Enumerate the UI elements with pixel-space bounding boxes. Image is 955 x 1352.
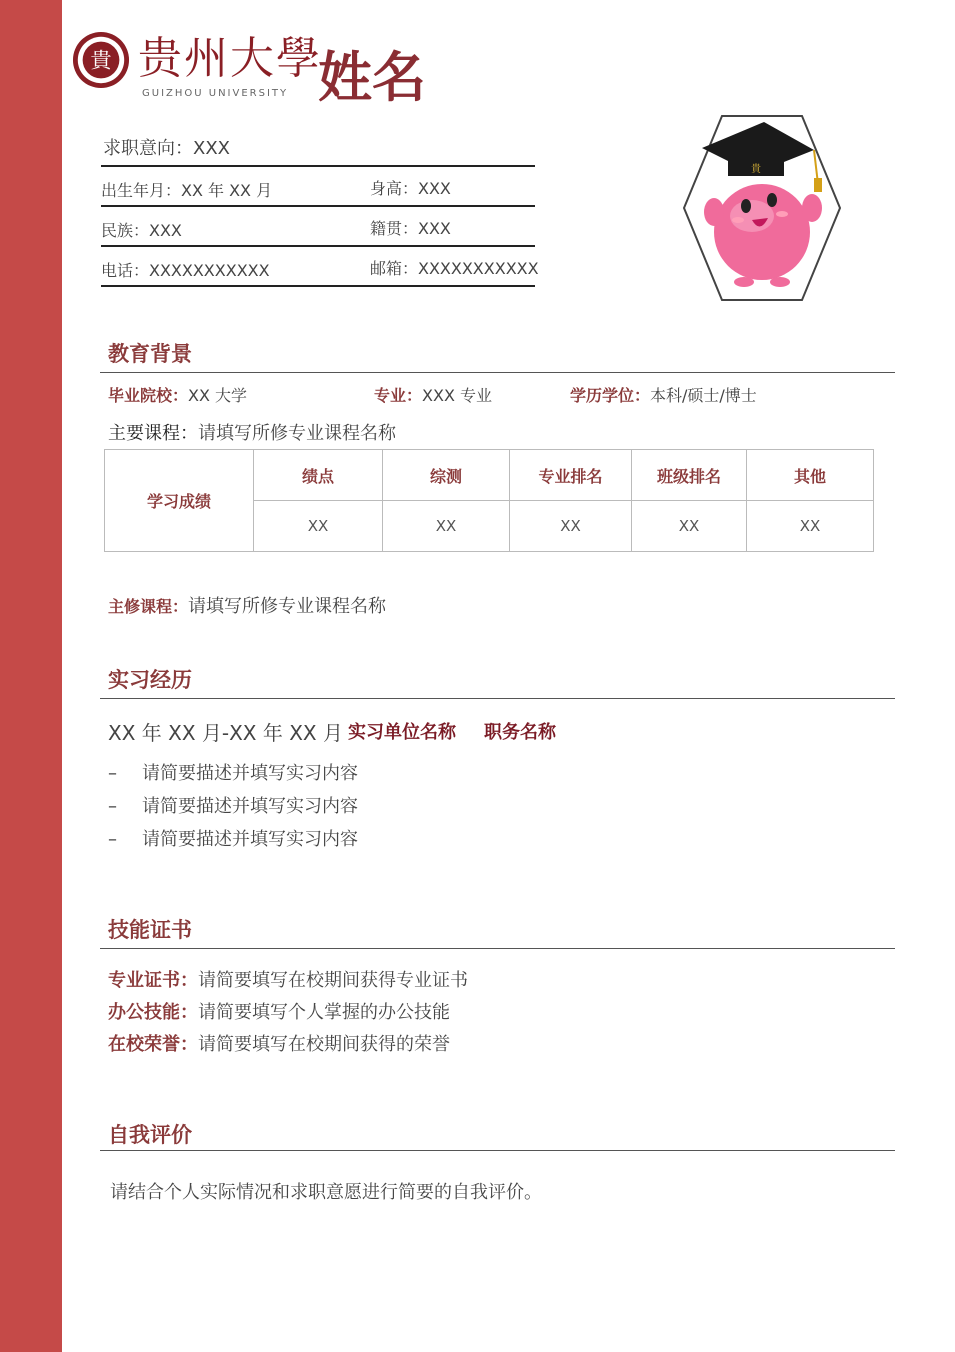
grades-header: 其他 <box>747 450 874 501</box>
candidate-name: 姓名 <box>318 46 426 109</box>
honor-label: 在校荣誉： <box>108 1034 198 1055</box>
school-label: 毕业院校： <box>108 386 189 405</box>
honor-value: 请简要填写在校期间获得的荣誉 <box>198 1034 450 1055</box>
divider <box>101 245 535 247</box>
internship-position: 职务名称 <box>484 722 556 743</box>
major-label: 专业： <box>374 386 423 405</box>
bullet: – <box>108 829 117 850</box>
divider <box>101 205 535 207</box>
grades-header: 绩点 <box>254 450 383 501</box>
degree-field <box>570 383 757 406</box>
native-place: 籍贯：XXX <box>370 219 451 238</box>
university-name: 贵州大學 <box>138 33 322 84</box>
job-intent: 求职意向：XXX <box>103 138 230 159</box>
internship-period: XX 年 XX 月-XX 年 XX 月 <box>108 721 343 745</box>
grades-cell: XX <box>510 501 632 552</box>
university-name-en: GUIZHOU UNIVERSITY <box>142 88 289 99</box>
self-eval-text: 请结合个人实际情况和求职意愿进行简要的自我评价。 <box>110 1182 542 1203</box>
major-courses-field <box>108 592 386 618</box>
svg-text:貴: 貴 <box>751 164 761 175</box>
courses-field <box>108 419 396 445</box>
office-field <box>108 998 450 1024</box>
left-accent-bar <box>0 0 62 1352</box>
grades-header: 综测 <box>383 450 510 501</box>
office-value: 请简要填写个人掌握的办公技能 <box>198 1002 450 1023</box>
internship-item: 请简要描述并填写实习内容 <box>142 796 358 817</box>
grades-cell: XX <box>632 501 747 552</box>
internship-item: 请简要描述并填写实习内容 <box>142 829 358 850</box>
ethnicity: 民族：XXX <box>101 221 182 240</box>
section-rule <box>100 948 895 949</box>
degree-label: 学历学位： <box>570 386 651 405</box>
degree-value: 本科/硕士/博士 <box>650 386 757 405</box>
cert-label: 专业证书： <box>108 970 198 991</box>
table-row <box>105 450 874 501</box>
phone: 电话：XXXXXXXXXXX <box>101 261 270 280</box>
list-item <box>108 825 358 851</box>
major-courses-label: 主修课程： <box>108 597 189 616</box>
bullet: – <box>108 796 117 817</box>
section-title-internship: 实习经历 <box>108 668 192 692</box>
graduate-mascot-illustration <box>682 112 842 304</box>
grades-header: 专业排名 <box>510 450 632 501</box>
section-title-self-eval: 自我评价 <box>108 1123 192 1147</box>
university-seal-icon <box>72 31 130 89</box>
section-rule <box>100 372 895 373</box>
internship-company: 实习单位名称 <box>348 722 456 743</box>
courses-value: 请填写所修专业课程名称 <box>198 423 396 444</box>
grades-table <box>104 449 874 552</box>
office-label: 办公技能： <box>108 1002 198 1023</box>
major-courses-value: 请填写所修专业课程名称 <box>188 596 387 617</box>
internship-item: 请简要描述并填写实习内容 <box>142 763 358 784</box>
cert-value: 请简要填写在校期间获得专业证书 <box>198 970 468 991</box>
grades-cell: XX <box>254 501 383 552</box>
seal-glyph: 貴 <box>90 48 112 74</box>
grades-cell: XX <box>383 501 510 552</box>
major-value: XXX 专业 <box>422 386 492 405</box>
birth-date: 出生年月：XX 年 XX 月 <box>101 181 273 200</box>
email: 邮箱：XXXXXXXXXXX <box>370 259 539 278</box>
height: 身高：XXX <box>370 179 451 198</box>
school-value: XX 大学 <box>188 386 248 405</box>
cert-field <box>108 966 468 992</box>
section-title-skills: 技能证书 <box>108 918 192 942</box>
grades-row-label: 学习成绩 <box>105 450 254 552</box>
grades-cell: XX <box>747 501 874 552</box>
divider <box>101 165 535 167</box>
courses-label: 主要课程： <box>108 423 198 444</box>
section-title-education: 教育背景 <box>108 342 192 366</box>
list-item <box>108 792 358 818</box>
section-rule <box>100 698 895 699</box>
list-item <box>108 759 358 785</box>
grades-header: 班级排名 <box>632 450 747 501</box>
honor-field <box>108 1030 450 1056</box>
school-field <box>108 383 247 406</box>
divider <box>101 285 535 287</box>
section-rule <box>100 1150 895 1151</box>
bullet: – <box>108 763 117 784</box>
major-field <box>374 383 492 406</box>
